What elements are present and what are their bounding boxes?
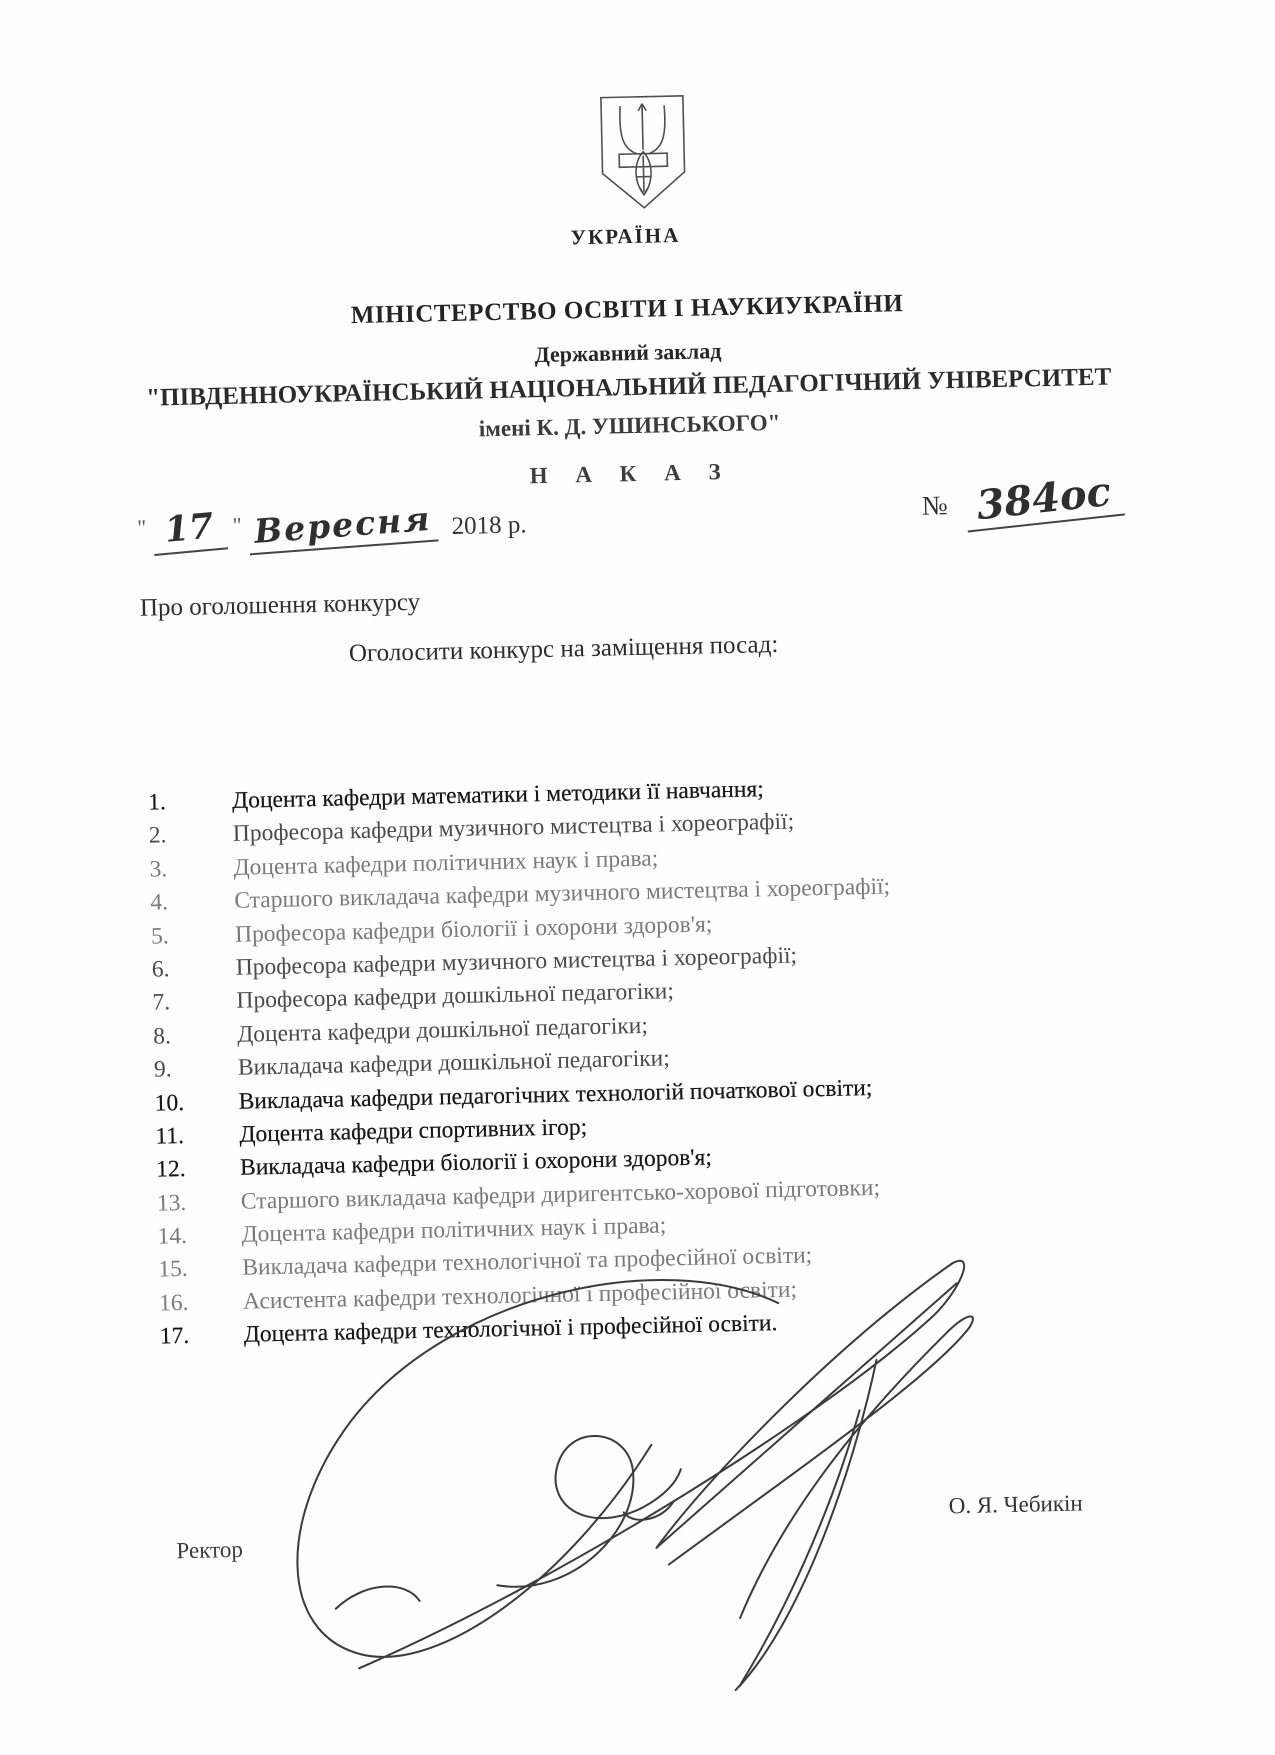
list-item: 2. Професора кафедри музичного мистецтва і хореографії; [148, 808, 795, 850]
order-date [137, 500, 527, 553]
list-item: 17. Доцента кафедри технологічної і професійної освіти. [159, 1310, 778, 1350]
handwritten-day: 17 [151, 504, 229, 556]
list-item: 8. Доцента кафедри дошкільної педагогіки; [152, 1012, 649, 1050]
list-item: 12. Викладача кафедри біології і охорони здоров'я; [155, 1144, 713, 1183]
list-item: 13. Старшого викладача кафедри диригентсько-хорової підготовки; [156, 1174, 881, 1217]
signatory-position: Ректор [176, 1536, 244, 1564]
handwritten-signature [232, 1220, 1022, 1717]
signer-name: О. Я. Чебикін [948, 1490, 1083, 1519]
list-item: 11. Доцента кафедри спортивних ігор; [155, 1114, 588, 1150]
university-name-line2: імені К. Д. УШИНСЬКОГО" [478, 409, 781, 442]
country-title: УКРАЇНА [570, 222, 681, 250]
order-intro: Оголосити конкурс на заміщення посад: [348, 630, 779, 668]
list-item: 1. Доцента кафедри математики і методики її навчання; [147, 776, 765, 816]
list-item: 5. Професора кафедри біології і охорони здоров'я; [150, 910, 713, 950]
university-name-line1: "ПІВДЕННОУКРАЇНСЬКИЙ НАЦІОНАЛЬНИЙ ПЕДАГОГІЧНИЙ УНІВЕРСИТЕТ [145, 363, 1112, 412]
list-item: 15. Викладача кафедри технологічної та професійної освіти; [158, 1242, 813, 1284]
ukraine-trident-emblem-icon [597, 92, 690, 214]
order-number [921, 467, 1123, 530]
open-quote: " [136, 514, 147, 540]
year-suffix: 2018 р. [451, 511, 527, 540]
handwritten-month: Вересня [247, 498, 439, 555]
list-item: 7. Професора кафедри дошкільної педагогіки; [152, 978, 675, 1016]
list-item: 9. Викладача кафедри дошкільної педагогіки; [153, 1045, 671, 1083]
handwritten-order-number: 384ос [962, 467, 1124, 533]
order-subject: Про оголошення конкурсу [139, 588, 421, 622]
document-type-title: Н А К А З [529, 458, 732, 489]
ministry-title: МІНІСТЕРСТВО ОСВІТИ І НАУКИУКРАЇНИ [350, 290, 904, 330]
list-item: 10. Викладача кафедри педагогічних технологій початкової освіти; [154, 1074, 873, 1117]
number-sign: № [921, 490, 948, 521]
list-item: 16. Асистента кафедри технологічної і професійної освіти; [158, 1276, 798, 1317]
close-quote: " [232, 512, 242, 538]
list-item: 6. Професора кафедри музичного мистецтва і хореографії; [151, 942, 798, 983]
list-item: 3. Доцента кафедри політичних наук і права; [149, 845, 659, 883]
list-item: 14. Доцента кафедри політичних наук і права; [157, 1212, 667, 1250]
institution-type: Державний заклад [534, 338, 722, 368]
list-item: 4. Старшого викладача кафедри музичного мистецтва і хореографії; [150, 873, 891, 916]
